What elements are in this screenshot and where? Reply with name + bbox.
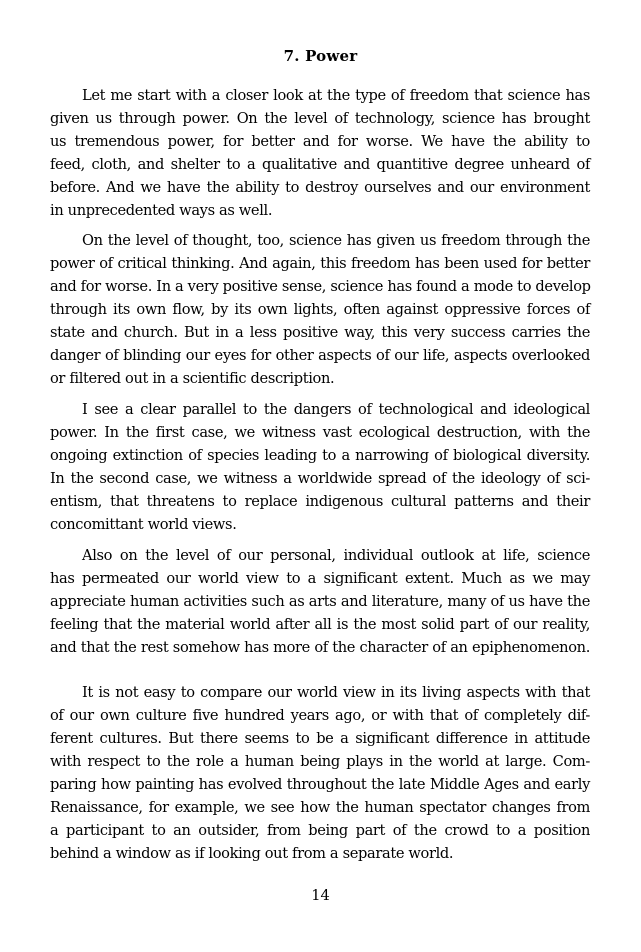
- text-line: behind a window as if looking out from a separate world.: [50, 845, 454, 862]
- text-line: paring how painting has evolved throughout the late Middle Ages and early: [50, 776, 590, 793]
- page-number: 14: [311, 887, 330, 904]
- text-line: before. And we have the ability to destroy ourselves and our environment: [50, 179, 590, 196]
- text-line: given us through power. On the level of technology, science has brought: [50, 110, 590, 127]
- text-line: feed, cloth, and shelter to a qualitative and quantitive degree unheard of: [50, 156, 590, 173]
- text-line: On the level of thought, too, science has given us freedom through the: [82, 232, 590, 249]
- text-line: power. In the first case, we witness vast ecological destruction, with the: [50, 424, 590, 441]
- text-line: Renaissance, for example, we see how the human spectator changes from: [50, 799, 590, 816]
- text-line: Also on the level of our personal, individual outlook at life, science: [82, 547, 590, 564]
- text-line: power of critical thinking. And again, this freedom has been used for better: [50, 255, 590, 272]
- text-line: in unprecedented ways as well.: [50, 202, 273, 219]
- text-line: Let me start with a closer look at the type of freedom that science has: [82, 87, 590, 104]
- section-heading: 7. Power: [283, 47, 358, 65]
- text-line: state and church. But in a less positive way, this very success carries the: [50, 324, 590, 341]
- text-line: with respect to the role a human being plays in the world at large. Com-: [50, 753, 590, 770]
- text-line: concomittant world views.: [50, 516, 237, 533]
- text-line: ongoing extinction of species leading to a narrowing of biological diversity.: [50, 447, 590, 464]
- text-line: and for worse. In a very positive sense, science has found a mode to develop: [50, 278, 591, 295]
- text-line: of our own culture five hundred years ago, or with that of completely dif-: [50, 707, 590, 724]
- text-line: and that the rest somehow has more of the character of an epiphenomenon.: [50, 639, 590, 656]
- text-line: through its own flow, by its own lights, often against oppressive forces of: [50, 301, 590, 318]
- text-line: ferent cultures. But there seems to be a significant difference in attitude: [50, 730, 590, 747]
- text-line: danger of blinding our eyes for other aspects of our life, aspects overlooked: [50, 347, 590, 364]
- text-line: I see a clear parallel to the dangers of technological and ideological: [82, 401, 590, 418]
- text-line: a participant to an outsider, from being part of the crowd to a position: [50, 822, 590, 839]
- text-line: feeling that the material world after all is the most solid part of our reality,: [50, 616, 590, 633]
- text-line: It is not easy to compare our world view in its living aspects with that: [82, 684, 590, 701]
- text-line: or filtered out in a scientific description.: [50, 370, 335, 387]
- text-line: appreciate human activities such as arts and literature, many of us have the: [50, 593, 590, 610]
- text-line: us tremendous power, for better and for worse. We have the ability to: [50, 133, 590, 150]
- text-line: entism, that threatens to replace indigenous cultural patterns and their: [50, 493, 590, 510]
- text-line: has permeated our world view to a significant extent. Much as we may: [50, 570, 590, 587]
- text-line: In the second case, we witness a worldwide spread of the ideology of sci-: [50, 470, 590, 487]
